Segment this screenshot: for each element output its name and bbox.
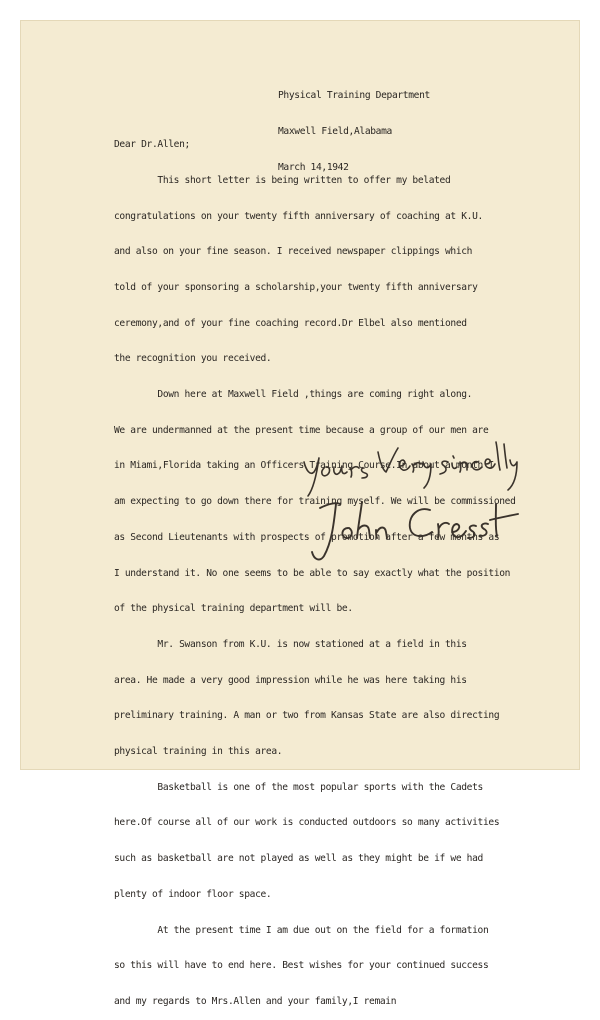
closing-script — [304, 442, 517, 496]
handwritten-signature — [290, 432, 530, 572]
letterhead-location: Maxwell Field,Alabama — [278, 126, 392, 138]
body-line: physical training in this area. — [114, 746, 283, 758]
body-line: I understand it. No one seems to be able to say exactly what the position — [114, 567, 511, 579]
body-line: congratulations on your twenty fifth anniversary of coaching at K.U. — [114, 210, 483, 222]
body-line: am expecting to go down there for training myself. We will be commissioned — [114, 496, 516, 508]
letter-body — [114, 151, 516, 1020]
body-line: area. He made a very good impression while he was here taking his — [114, 674, 467, 686]
body-line: told of your sponsoring a scholarship,your twenty fifth anniversary — [114, 281, 478, 293]
body-line: Basketball is one of the most popular sports with the Cadets — [114, 781, 483, 793]
body-line: such as basketball are not played as well as they might be if we had — [114, 853, 483, 865]
body-line: ceremony,and of your fine coaching record.Dr Elbel also mentioned — [114, 317, 467, 329]
body-line: Mr. Swanson from K.U. is now stationed at a field in this — [114, 638, 467, 650]
body-line: the recognition you received. — [114, 353, 272, 365]
body-line: This short letter is being written to offer my belated — [114, 174, 451, 186]
body-line: here.Of course all of our work is conducted outdoors so many activities — [114, 817, 500, 829]
body-line: and also on your fine season. I received newspaper clippings which — [114, 246, 473, 258]
letter-date: March 14,1942 — [278, 162, 349, 174]
body-line: as Second Lieutenants with prospects of promotion after a few months as — [114, 531, 500, 543]
body-line: of the physical training department will be. — [114, 603, 353, 615]
salutation: Dear Dr.Allen; — [114, 139, 190, 150]
signature-script — [312, 502, 518, 559]
body-line: Down here at Maxwell Field ,things are coming right along. — [114, 389, 473, 401]
body-line: plenty of indoor floor space. — [114, 888, 272, 900]
body-line: preliminary training. A man or two from Kansas State are also directing — [114, 710, 500, 722]
body-line: At the present time I am due out on the field for a formation — [114, 924, 489, 936]
body-line: in Miami,Florida taking an Officers Training Course.In about a month I — [114, 460, 494, 472]
body-line: and my regards to Mrs.Allen and your family,I remain — [114, 995, 397, 1007]
letterhead-department: Physical Training Department — [278, 89, 430, 101]
body-line: We are undermanned at the present time because a group of our men are — [114, 424, 489, 436]
body-line: so this will have to end here. Best wishes for your continued success — [114, 960, 489, 972]
